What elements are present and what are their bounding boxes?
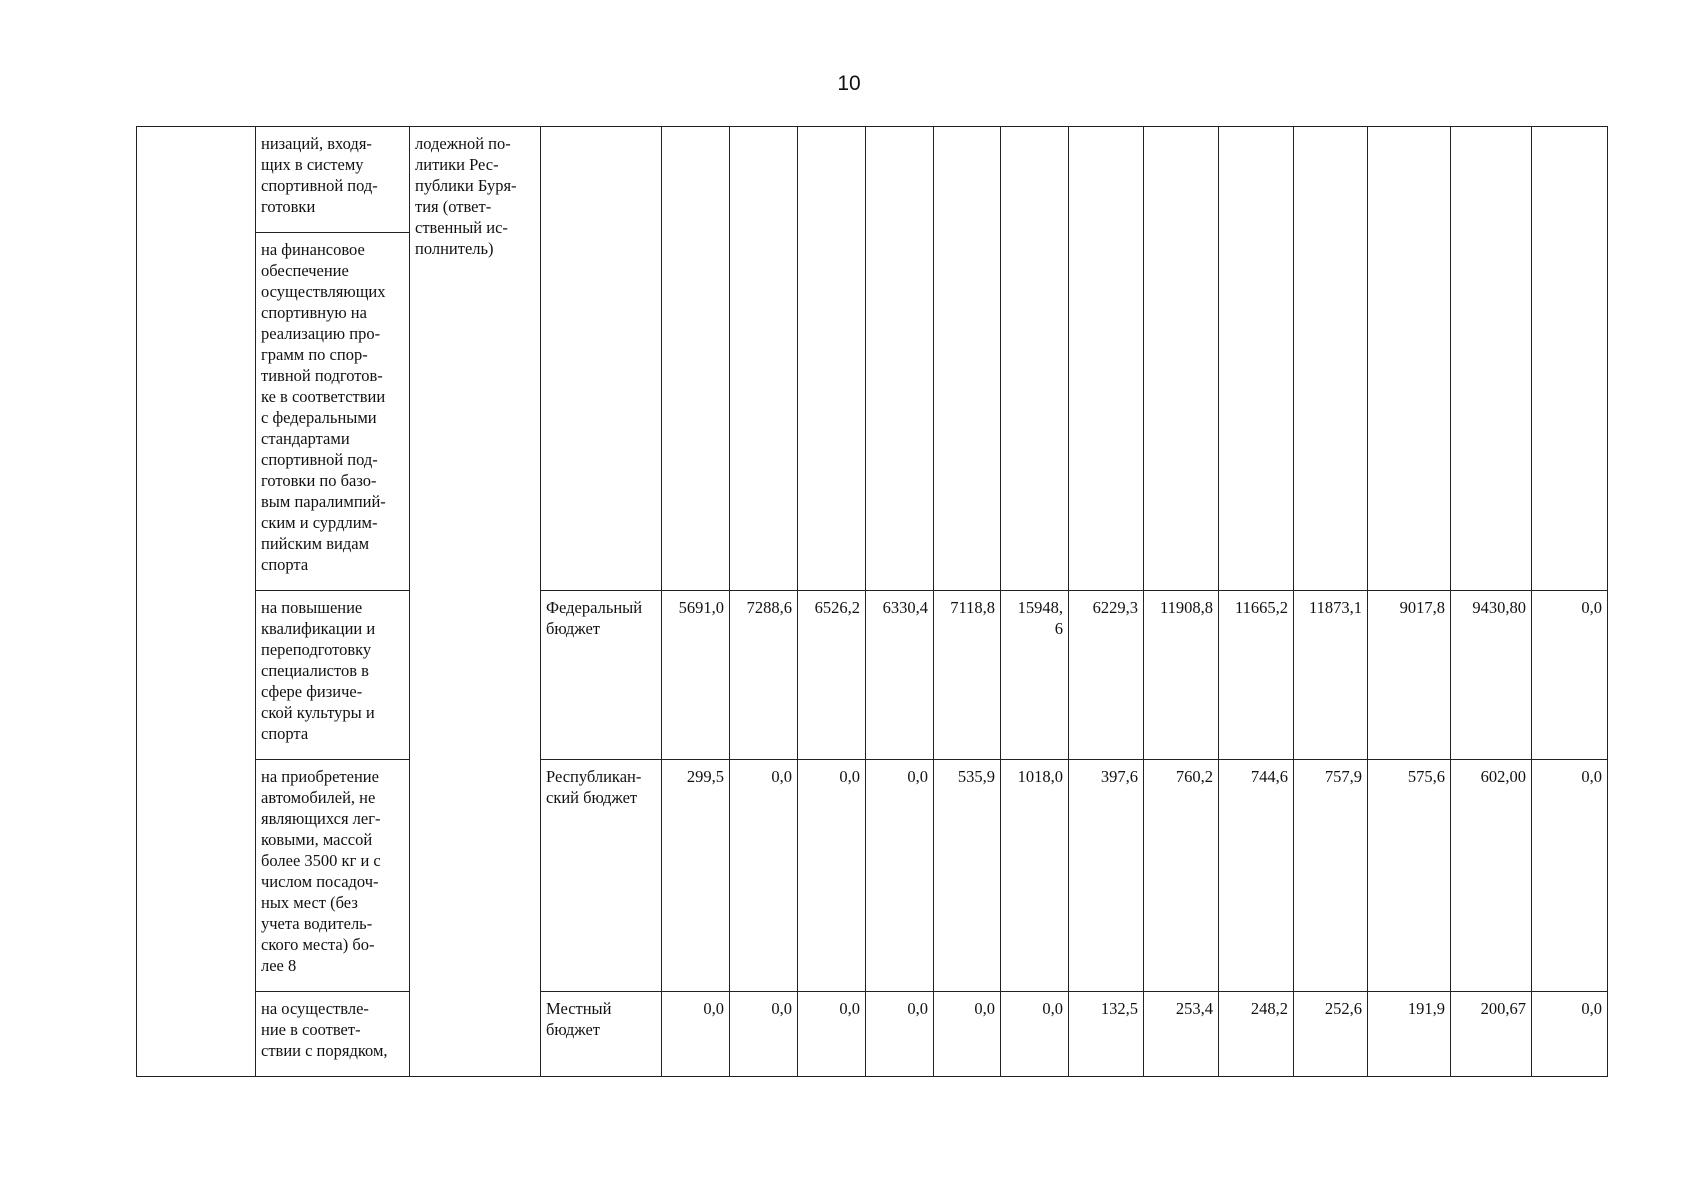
value-cell: 0,0 [730,760,798,992]
value-cell: 11908,8 [1144,591,1219,760]
value-cell: 9430,80 [1451,591,1532,760]
value-cell: 11665,2 [1219,591,1294,760]
value-cell [1532,127,1608,591]
value-cell: 7118,8 [934,591,1001,760]
value-cell: 7288,6 [730,591,798,760]
responsible-executor: лодежной по- литики Рес- публики Буря- тия (ответ- ственный ис- полнитель) [410,127,541,1077]
value-cell: 253,4 [1144,992,1219,1077]
table-row [137,591,1608,760]
value-cell [1294,127,1368,591]
value-cell: 5691,0 [662,591,730,760]
value-cell [1368,127,1451,591]
value-cell: 0,0 [866,760,934,992]
value-cell: 0,0 [798,760,866,992]
value-cell [1219,127,1294,591]
value-cell: 1018,0 [1001,760,1069,992]
value-cell: 0,0 [866,992,934,1077]
value-cell: 0,0 [934,992,1001,1077]
source-cell: Федеральный бюджет [541,591,662,760]
source-cell [541,127,662,591]
description-cell: на приобретение автомобилей, не являющихся лег- ковыми, массой более 3500 кг и с числом посадоч- ных мест (без учета водитель- ского места) бо- лее 8 [256,760,410,992]
value-cell: 15948, 6 [1001,591,1069,760]
source-cell: Местный бюджет [541,992,662,1077]
table-row [137,992,1608,1077]
value-cell: 6330,4 [866,591,934,760]
value-cell: 744,6 [1219,760,1294,992]
page-number: 10 [837,72,861,95]
value-cell [866,127,934,591]
description-continued: низаций, входя- щих в систему спортивной под- готовки [256,127,410,233]
value-cell: 0,0 [730,992,798,1077]
source-cell: Республикан- ский бюджет [541,760,662,992]
description-cell: на финансовое обеспечение осуществляющих спортивную на реализацию про- грамм по спор- тивной подготов- ке в соответствии с федеральными стандартами спортивной под- готовки по базо- вым паралимпий- ским и сурдлим- пийским видам спорта [256,233,410,591]
value-cell [934,127,1001,591]
value-cell [730,127,798,591]
value-cell: 0,0 [1532,591,1608,760]
value-cell: 0,0 [662,992,730,1077]
value-cell: 0,0 [798,992,866,1077]
value-cell: 9017,8 [1368,591,1451,760]
table-row [137,760,1608,992]
value-cell: 0,0 [1532,760,1608,992]
value-cell: 132,5 [1069,992,1144,1077]
value-cell: 535,9 [934,760,1001,992]
value-cell: 760,2 [1144,760,1219,992]
description-cell: на осуществле- ние в соответ- ствии с порядком, [256,992,410,1077]
value-cell: 299,5 [662,760,730,992]
value-cell [1144,127,1219,591]
value-cell [662,127,730,591]
value-cell [1069,127,1144,591]
value-cell: 191,9 [1368,992,1451,1077]
value-cell [1451,127,1532,591]
value-cell: 602,00 [1451,760,1532,992]
value-cell: 575,6 [1368,760,1451,992]
value-cell: 0,0 [1001,992,1069,1077]
value-cell [798,127,866,591]
empty-number-column [137,127,256,1077]
value-cell: 248,2 [1219,992,1294,1077]
budget-table [136,126,1608,1077]
value-cell: 397,6 [1069,760,1144,992]
value-cell: 11873,1 [1294,591,1368,760]
value-cell: 252,6 [1294,992,1368,1077]
value-cell: 6526,2 [798,591,866,760]
value-cell: 6229,3 [1069,591,1144,760]
value-cell: 200,67 [1451,992,1532,1077]
value-cell: 757,9 [1294,760,1368,992]
table-row [137,127,1608,233]
value-cell: 0,0 [1532,992,1608,1077]
value-cell [1001,127,1069,591]
description-cell: на повышение квалификации и переподготовку специалистов в сфере физиче- ской культуры и спорта [256,591,410,760]
